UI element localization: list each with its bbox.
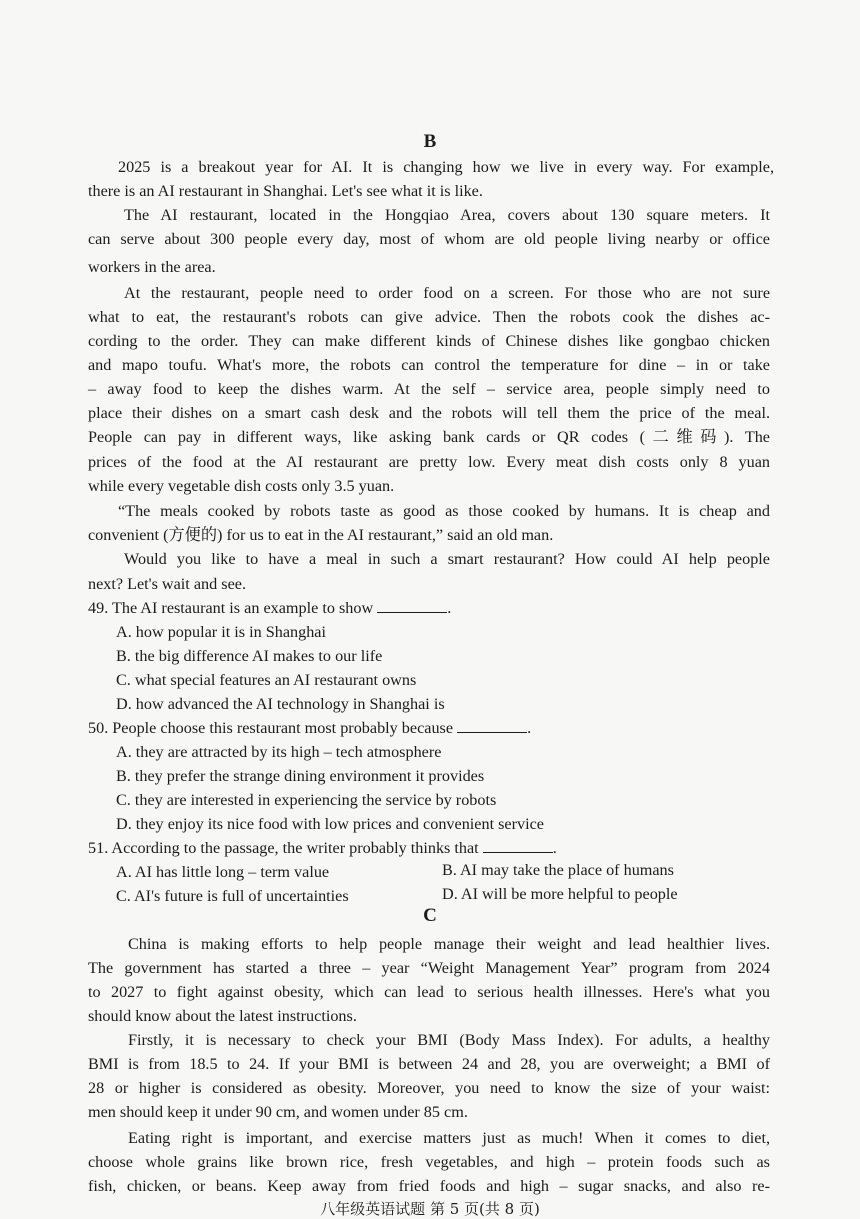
passage-c-line: The government has started a three – year “Weight Management Year” program from 2024 (88, 959, 770, 977)
passage-b-line: and mapo toufu. What's more, the robots can control the temperature for dine – in or take (88, 356, 770, 374)
option-50-b: B. they prefer the strange dining environment it provides (116, 767, 485, 785)
passage-c-line: choose whole grains like brown rice, fresh vegetables, and high – protein foods such as (88, 1153, 770, 1171)
page-footer: 八年级英语试题 第 5 页(共 8 页) (320, 1200, 540, 1218)
question-stem: 49. The AI restaurant is an example to show (88, 599, 374, 617)
passage-c-line: Firstly, it is necessary to check your BMI (Body Mass Index). For adults, a healthy (128, 1031, 770, 1049)
passage-b-line: The AI restaurant, located in the Hongqiao Area, covers about 130 square meters. It (124, 206, 770, 224)
passage-b-line: next? Let's wait and see. (88, 575, 246, 593)
passage-c-line: 28 or higher is considered as obesity. Moreover, you need to know the size of your waist: (88, 1079, 770, 1097)
passage-b-line: At the restaurant, people need to order food on a screen. For those who are not sure (124, 284, 770, 302)
passage-b-line: what to eat, the restaurant's robots can give advice. Then the robots cook the dishes ac- (88, 308, 770, 326)
passage-b-line: – away food to keep the dishes warm. At the self – service area, people simply need to (88, 380, 770, 398)
section-c-title: C (423, 905, 437, 926)
section-b-title: B (423, 131, 437, 152)
question-49: 49. The AI restaurant is an example to show . (88, 599, 452, 617)
passage-b-line: workers in the area. (88, 258, 216, 276)
passage-c-line: men should keep it under 90 cm, and women under 85 cm. (88, 1103, 468, 1121)
passage-b-line: place their dishes on a smart cash desk and the robots will tell them the price of the meal. (88, 404, 770, 422)
answer-blank (457, 718, 527, 733)
passage-c-line: should know about the latest instructions. (88, 1007, 357, 1025)
passage-c-line: to 2027 to fight against obesity, which can lead to serious health illnesses. Here's what you (88, 983, 770, 1001)
passage-c-line: Eating right is important, and exercise matters just as much! When it comes to diet, (128, 1129, 770, 1147)
question-51: 51. According to the passage, the writer probably thinks that . (88, 839, 557, 857)
option-49-c: C. what special features an AI restaurant owns (116, 671, 417, 689)
passage-b-line: prices of the food at the AI restaurant are pretty low. Every meat dish costs only 8 yuan (88, 453, 770, 471)
answer-blank (377, 598, 447, 613)
option-50-c: C. they are interested in experiencing the service by robots (116, 791, 497, 809)
option-49-a: A. how popular it is in Shanghai (116, 623, 326, 641)
passage-b-line: cording to the order. They can make different kinds of Chinese dishes like gongbao chicken (88, 332, 770, 350)
passage-c-line: BMI is from 18.5 to 24. If your BMI is between 24 and 28, you are overweight; a BMI of (88, 1055, 770, 1073)
option-50-a: A. they are attracted by its high – tech atmosphere (116, 743, 442, 761)
option-50-d: D. they enjoy its nice food with low prices and convenient service (116, 815, 544, 833)
passage-b-line: while every vegetable dish costs only 3.5 yuan. (88, 477, 395, 495)
passage-b-line: Would you like to have a meal in such a smart restaurant? How could AI help people (124, 550, 770, 568)
question-stem: 51. According to the passage, the writer probably thinks that (88, 839, 479, 857)
option-51-d: D. AI will be more helpful to people (442, 885, 678, 903)
passage-c-line: China is making efforts to help people manage their weight and lead healthier lives. (128, 935, 770, 953)
question-stem: 50. People choose this restaurant most probably because (88, 719, 454, 737)
passage-b-line: can serve about 300 people every day, most of whom are old people living nearby or office (88, 230, 770, 248)
option-49-b: B. the big difference AI makes to our life (116, 647, 383, 665)
option-49-d: D. how advanced the AI technology in Shanghai is (116, 695, 445, 713)
option-51-c: C. AI's future is full of uncertainties (116, 887, 349, 905)
option-51-b: B. AI may take the place of humans (442, 861, 674, 879)
passage-b-line: convenient (方便的) for us to eat in the AI restaurant,” said an old man. (88, 526, 554, 544)
answer-blank (483, 838, 553, 853)
passage-c-line: fish, chicken, or beans. Keep away from fried foods and high – sugar snacks, and also re- (88, 1177, 770, 1195)
passage-b-line: People can pay in different ways, like asking bank cards or QR codes (二维码). The (88, 428, 770, 446)
passage-b-line: there is an AI restaurant in Shanghai. Let's see what it is like. (88, 182, 483, 200)
passage-b-line: 2025 is a breakout year for AI. It is changing how we live in every way. For example, (118, 158, 774, 176)
question-50: 50. People choose this restaurant most probably because . (88, 719, 532, 737)
passage-b-line: “The meals cooked by robots taste as good as those cooked by humans. It is cheap and (118, 502, 770, 520)
option-51-a: A. AI has little long – term value (116, 863, 330, 881)
